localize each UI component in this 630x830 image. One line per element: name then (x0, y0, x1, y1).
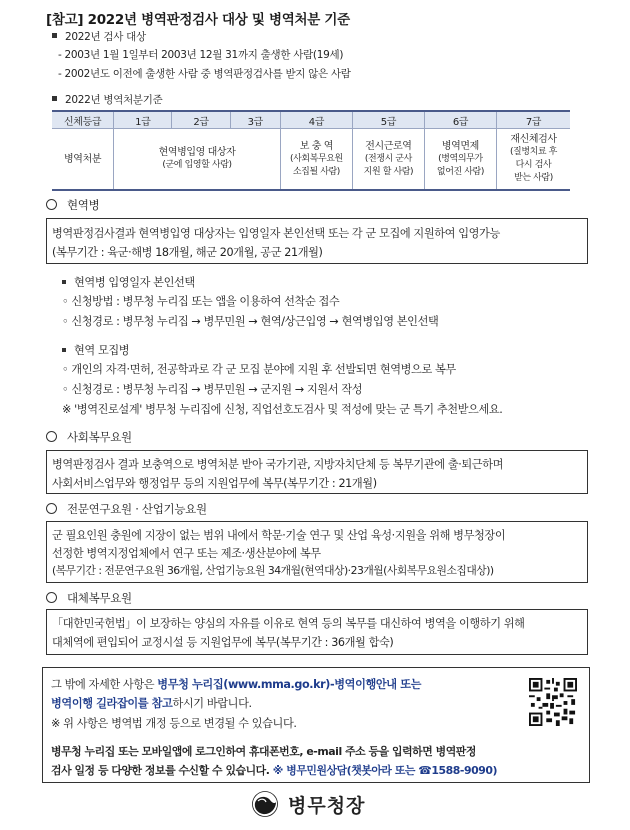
recruit-heading: 현역 모집병 (62, 342, 129, 358)
active-duty-sub: (군에 입영할 사람) (162, 160, 232, 170)
grade7-sub: 다시 검사 (515, 160, 552, 170)
guide-link[interactable]: 병역이행 길라잡이를 참고 (51, 697, 173, 710)
box-line: 「대한민국헌법」이 보장하는 양심의 자유를 이유로 현역 등의 복무를 대신하여 병역을 이행하기 위해 (52, 617, 525, 630)
box-line: 대체역에 편입되어 교정시설 등 지원업무에 복무(복무기간 : 36개월 합숙) (52, 636, 394, 649)
grade-header-cell: 2급 (172, 111, 230, 129)
footer-line: 병무청 누리집 또는 모바일앱에 로그인하여 휴대폰번호, e-mail 주소 등을 입력하면 병역판정 (51, 745, 476, 758)
grade-heading: 2022년 병역처분기준 (52, 92, 162, 107)
grade4-sub: 소집될 사람) (292, 166, 340, 177)
grade5-label: 전시근로역 (365, 140, 412, 152)
list-item: ◦ 신청경로 : 병무청 누리집 → 병무민원 → 현역/상근입영 → 현역병입영 본인선택 (62, 315, 439, 328)
grade6-label: 병역면제 (441, 140, 479, 152)
section-heading-active: 현역병 (46, 197, 99, 213)
list-item: ◦ 신청방법 : 병무청 누리집 또는 앱을 이용하여 선착순 접수 (62, 295, 340, 308)
box-line: (복무기간 : 육군·해병 18개월, 해군 20개월, 공군 21개월) (52, 246, 323, 259)
square-bullet-icon (52, 33, 57, 38)
grade6-sub: 없어진 사람) (436, 166, 484, 177)
website-link[interactable]: 병무청 누리집(www.mma.go.kr)-병역이행안내 또는 (157, 678, 422, 691)
alt-info-box (46, 609, 588, 655)
grade7-sub: (질병치료 후 (509, 147, 557, 157)
grade-header-cell: 6급 (424, 111, 496, 129)
circle-bullet-icon (46, 592, 57, 603)
grade-header-cell: 4급 (280, 111, 352, 129)
grade4-label: 보 충 역 (299, 140, 334, 152)
section-heading-social: 사회복무요원 (46, 429, 132, 445)
target-item: - 2003년 1월 1일부터 2003년 12월 31까지 출생한 사람(19세) (58, 49, 344, 61)
organization-name: 병무청장 (288, 795, 366, 817)
grade6-cell (424, 129, 496, 191)
grade-header-cell: 3급 (230, 111, 280, 129)
footer-line: 병역이행 길라잡이를 참고하시기 바랍니다. (51, 697, 252, 710)
page-title: [참고] 2022년 병역판정검사 대상 및 병역처분 기준 (46, 12, 350, 28)
active-duty-label: 현역병입영 대상자 (158, 147, 236, 158)
box-line: 사회서비스업무와 행정업무 등의 지원업무에 복무(복무기간 : 21개월) (52, 477, 377, 490)
grade-table-row (52, 129, 570, 191)
list-note: ※ '병역진로설계' 병무청 누리집에 신청, 직업선호도검사 및 적성에 맞는 군 특기 추천받으세요. (62, 403, 503, 416)
grade6-sub: (병역의무가 (438, 153, 483, 164)
box-line: (복무기간 : 전문연구요원 36개월, 산업기능요원 34개월(현역대상)·23개월(사회복무요원소집대상)) (52, 564, 494, 577)
grade7-label: 재신체검사 (510, 134, 557, 145)
grade-table-header (52, 111, 570, 129)
select-heading: 현역병 입영일자 본인선택 (62, 274, 195, 290)
grade5-sub: (전쟁시 군사 (364, 153, 412, 164)
grade5-sub: 지원 할 사람) (363, 166, 414, 177)
circle-bullet-icon (46, 503, 57, 514)
mma-emblem-icon (252, 791, 278, 817)
grade4-cell (280, 129, 352, 191)
qr-code-icon[interactable] (529, 678, 577, 726)
contact-info-box (42, 667, 590, 783)
list-item: ◦ 개인의 자격·면허, 전공학과로 각 군 모집 분야에 지원 후 선발되면 현역병으로 복무 (62, 363, 456, 376)
grade-header-cell: 신체등급 (52, 111, 114, 129)
footer-note: ※ 위 사항은 병역법 개정 등으로 변경될 수 있습니다. (51, 717, 297, 730)
grade-header-cell: 7급 (496, 111, 570, 129)
box-line: 병역판정검사결과 현역병입영 대상자는 입영일자 본인선택 또는 각 군 모집에 지원하여 입영가능 (52, 227, 500, 240)
active-info-box (46, 218, 588, 264)
list-item: ◦ 신청경로 : 병무청 누리집 → 병무민원 → 군지원 → 지원서 작성 (62, 383, 363, 396)
target-heading: 2022년 검사 대상 (52, 29, 146, 44)
section-heading-alt: 대체복무요원 (46, 590, 132, 606)
grade-row-label: 병역처분 (52, 129, 114, 191)
circle-bullet-icon (46, 431, 57, 442)
box-line: 군 필요인원 충원에 지장이 없는 범위 내에서 학문·기술 연구 및 산업 육성·지원을 위해 병무청장이 (52, 529, 506, 542)
box-line: 병역판정검사 결과 보충역으로 병역처분 받아 국가기관, 지방자치단체 등 복무기관에 출·퇴근하며 (52, 458, 504, 471)
box-line: 선정한 병역지정업체에서 연구 또는 제조·생산분야에 복무 (52, 547, 321, 560)
section-heading-research: 전문연구요원 · 산업기능요원 (46, 501, 207, 517)
target-item: - 2002년도 이전에 출생한 사람 중 병역판정검사를 받지 않은 사람 (58, 68, 351, 80)
grade-table (52, 110, 570, 191)
square-bullet-icon (52, 96, 57, 101)
grade7-sub: 받는 사람) (514, 173, 553, 183)
grade5-cell (352, 129, 424, 191)
footer-line: 그 밖에 자세한 사항은 병무청 누리집(www.mma.go.kr)-병역이행안내 또는 (51, 678, 422, 691)
grade4-sub: (사회복무요원 (289, 153, 343, 164)
active-duty-cell (114, 129, 281, 191)
footer-line: 검사 일정 등 다양한 정보를 수신할 수 있습니다. ※ 병무민원상담(챗봇아라 또는 ☎1588-9090) (51, 764, 498, 777)
grade7-cell (496, 129, 570, 191)
bullet-icon (62, 348, 66, 352)
counsel-contact: ※ 병무민원상담(챗봇아라 또는 ☎1588-9090) (272, 764, 498, 777)
grade-header-cell: 1급 (114, 111, 172, 129)
research-info-box (46, 521, 588, 583)
social-info-box (46, 450, 588, 494)
bullet-icon (62, 280, 66, 284)
grade-header-cell: 5급 (352, 111, 424, 129)
circle-bullet-icon (46, 199, 57, 210)
